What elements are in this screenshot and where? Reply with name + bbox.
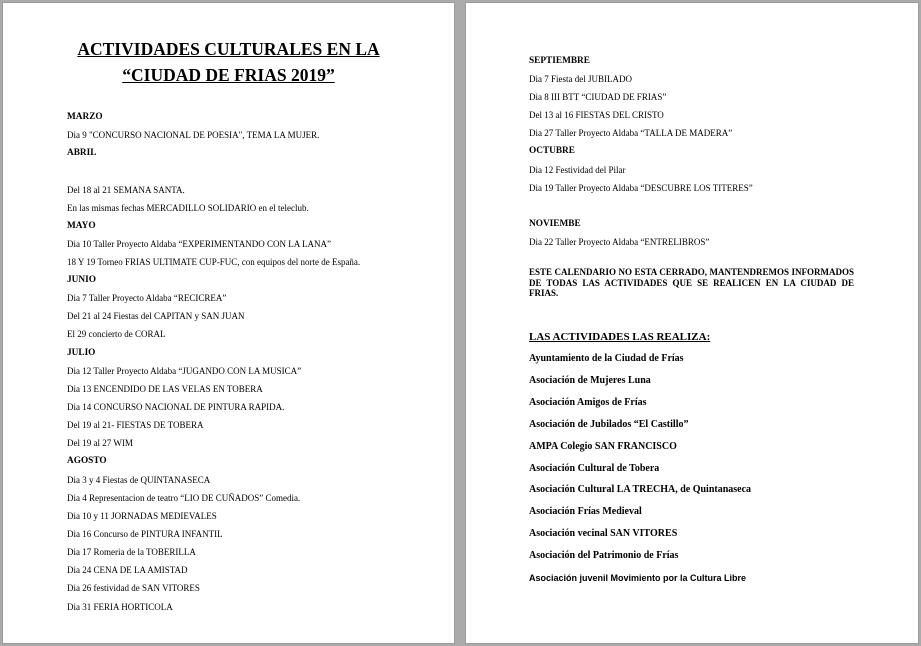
activity-item: Dia 16 Concurso de PINTURA INFANTIL xyxy=(67,529,223,539)
month-heading: JUNIO xyxy=(67,275,96,285)
month-heading: AGOSTO xyxy=(67,456,107,466)
activity-item: Dia 19 Taller Proyecto Aldaba “DESCUBRE LOS TITERES” xyxy=(529,183,753,193)
activity-item: Dia 7 Fiesta del JUBILADO xyxy=(529,74,632,84)
activity-item: Dia 17 Romeria de la TOBERILLA xyxy=(67,547,196,557)
activity-item: Dia 12 Festividad del Pilar xyxy=(529,165,626,175)
activity-item: En las mismas fechas MERCADILLO SOLIDARIO en el teleclub. xyxy=(67,203,309,213)
activity-item: Dia 31 FERIA HORTICOLA xyxy=(67,602,173,612)
month-heading: MARZO xyxy=(67,112,103,122)
activity-item: Dia 7 Taller Proyecto Aldaba “RECICREA” xyxy=(67,293,227,303)
activity-item: Dia 8 III BTT “CIUDAD DE FRIAS” xyxy=(529,92,667,102)
month-heading: SEPTIEMBRE xyxy=(529,56,590,66)
activity-item: Dia 22 Taller Proyecto Aldaba “ENTRELIBROS” xyxy=(529,237,710,247)
month-heading: NOVIEMBE xyxy=(529,219,581,229)
activity-item: Dia 10 Taller Proyecto Aldaba “EXPERIMENTANDO CON LA LANA” xyxy=(67,239,331,249)
title-line-2: “CIUDAD DE FRIAS 2019” xyxy=(122,65,335,85)
month-heading: JULIO xyxy=(67,348,96,358)
organizer-item: AMPA Colegio SAN FRANCISCO xyxy=(529,441,677,452)
activity-item: Dia 14 CONCURSO NACIONAL DE PINTURA RAPIDA. xyxy=(67,402,285,412)
activity-item: Dia 10 y 11 JORNADAS MEDIEVALES xyxy=(67,511,217,521)
month-heading: MAYO xyxy=(67,221,96,231)
activity-item: Dia 27 Taller Proyecto Aldaba “TALLA DE MADERA” xyxy=(529,128,733,138)
organizers-heading: LAS ACTIVIDADES LAS REALIZA: xyxy=(529,331,711,343)
activity-item: 18 Y 19 Torneo FRIAS ULTIMATE CUP-FUC, con equipos del norte de España. xyxy=(67,257,361,267)
organizer-item: Ayuntamiento de la Ciudad de Frías xyxy=(529,353,684,364)
organizer-item: Asociación de Jubilados “El Castillo” xyxy=(529,419,689,430)
activity-item: Del 18 al 21 SEMANA SANTA. xyxy=(67,185,185,195)
activity-item: El 29 concierto de CORAL xyxy=(67,329,166,339)
activity-item: Dia 4 Representacion de teatro “LIO DE CUÑADOS” Comedia. xyxy=(67,493,301,503)
activity-item: Dia 24 CENA DE LA AMISTAD xyxy=(67,565,188,575)
calendar-note: ESTE CALENDARIO NO ESTA CERRADO, MANTENDREMOS INFORMADOS DE TODAS LAS ACTIVIDADES QUE SE REALICEN EN LA CIUDAD DE FRIAS. xyxy=(529,267,854,298)
activity-item: Dia 12 Taller Proyecto Aldaba “JUGANDO CON LA MUSICA” xyxy=(67,366,302,376)
organizer-item: Asociación Cultural de Tobera xyxy=(529,463,660,474)
organizer-item: Asociación Cultural LA TRECHA, de Quintanaseca xyxy=(529,484,752,495)
page-left xyxy=(3,3,454,643)
organizer-item: Asociación vecinal SAN VITORES xyxy=(529,528,678,539)
title-line-1: ACTIVIDADES CULTURALES EN LA xyxy=(77,39,380,59)
page-right xyxy=(466,3,918,643)
activity-item: Del 19 al 27 WIM xyxy=(67,438,133,448)
activity-item: Del 13 al 16 FIESTAS DEL CRISTO xyxy=(529,110,664,120)
activity-item: Dia 26 festividad de SAN VITORES xyxy=(67,583,200,593)
month-heading: OCTUBRE xyxy=(529,146,575,156)
organizer-item: Asociación Amigos de Frías xyxy=(529,397,647,408)
activity-item: Dia 9 "CONCURSO NACIONAL DE POESIA", TEMA LA MUJER. xyxy=(67,130,320,140)
activity-item: Del 19 al 21- FIESTAS DE TOBERA xyxy=(67,420,204,430)
organizer-item: Asociación Frías Medieval xyxy=(529,506,642,517)
organizer-item: Asociación del Patrimonio de Frías xyxy=(529,550,679,561)
activity-item: Dia 13 ENCENDIDO DE LAS VELAS EN TOBERA xyxy=(67,384,263,394)
month-heading: ABRIL xyxy=(67,148,97,158)
organizer-item: Asociación de Mujeres Luna xyxy=(529,375,651,386)
activity-item: Dia 3 y 4 Fiestas de QUINTANASECA xyxy=(67,475,211,485)
activity-item: Del 21 al 24 Fiestas del CAPITAN y SAN JUAN xyxy=(67,311,245,321)
organizer-item: Asociación juvenil Movimiento por la Cultura Libre xyxy=(529,573,747,583)
